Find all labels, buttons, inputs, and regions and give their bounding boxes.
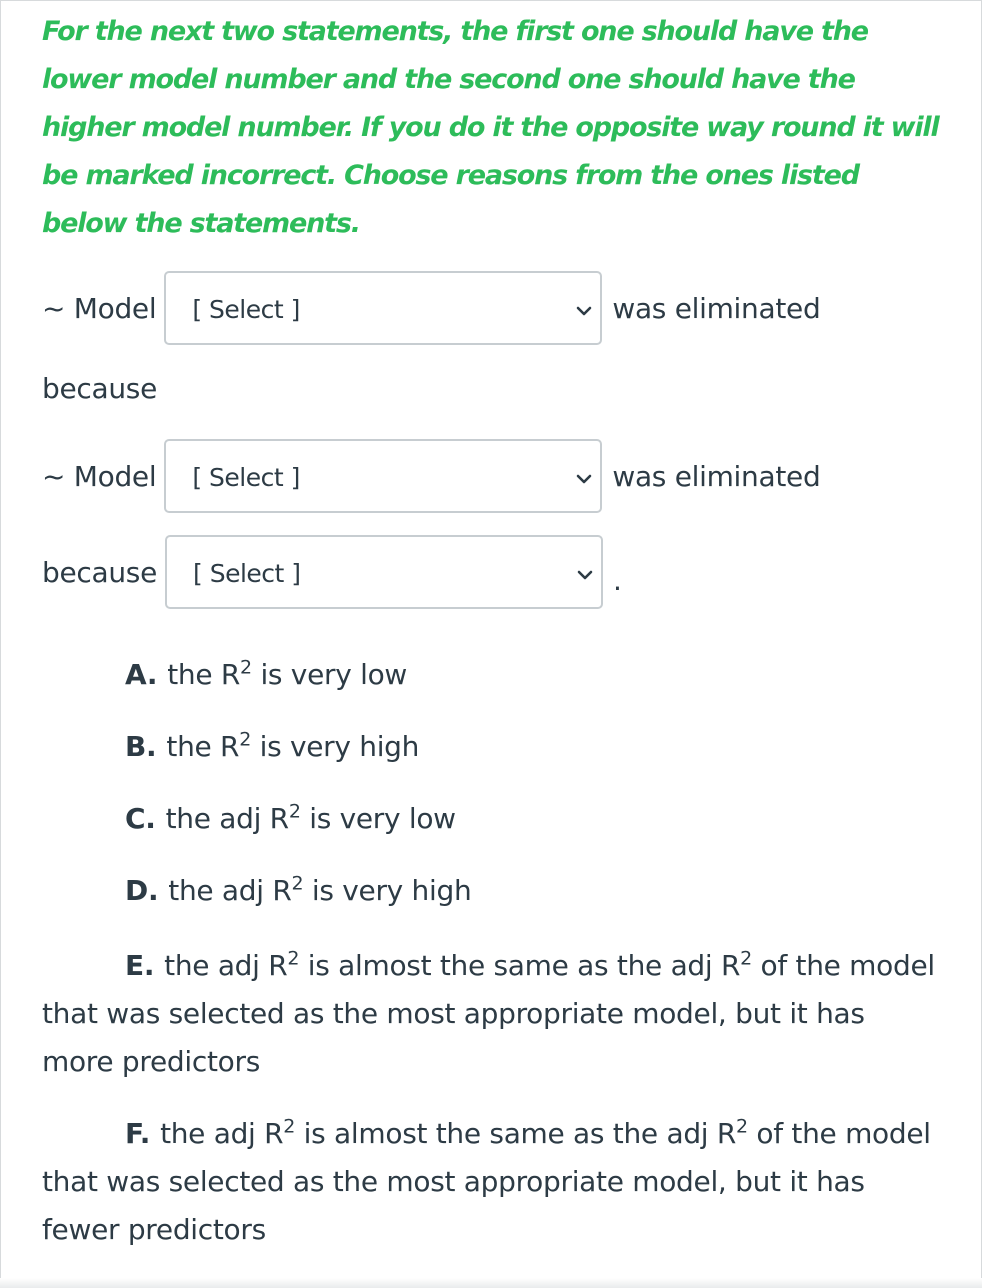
statement-2 xyxy=(42,438,820,514)
model-select-2-value: [ Select ] xyxy=(192,463,300,492)
option-e-letter: E. xyxy=(125,949,155,982)
statement-1-suffix: was eliminated xyxy=(612,291,821,325)
option-e-text-mid: is almost the same as the adj R xyxy=(299,949,741,982)
option-e-sup-2: 2 xyxy=(740,947,752,970)
statement-1 xyxy=(42,270,820,346)
option-d-text-pre: the adj R xyxy=(168,874,292,907)
option-e xyxy=(42,942,942,1086)
because-label: because xyxy=(42,372,158,405)
reason-select-value: [ Select ] xyxy=(193,559,301,588)
chevron-down-icon xyxy=(577,567,593,583)
option-f-text-post: of the model that was selected as the most appropriate model, but it has fewer predictors xyxy=(42,1117,931,1246)
option-b-text-post: is very high xyxy=(251,730,420,763)
option-d-text-post: is very high xyxy=(303,874,472,907)
option-c-text-post: is very low xyxy=(300,802,456,835)
chevron-down-icon xyxy=(576,471,592,487)
option-e-text-pre: the adj R xyxy=(164,949,288,982)
option-b xyxy=(125,730,419,763)
option-f-sup-2: 2 xyxy=(736,1115,748,1138)
option-d-sup: 2 xyxy=(291,872,304,895)
statement-3 xyxy=(42,534,622,610)
option-b-sup: 2 xyxy=(239,728,251,751)
option-a-text-pre: the R xyxy=(167,658,241,691)
statement-1-prefix: ~ Model xyxy=(42,291,157,325)
option-a xyxy=(125,658,407,691)
option-b-text-pre: the R xyxy=(166,730,240,763)
option-c-text-pre: the adj R xyxy=(165,802,289,835)
option-c-sup: 2 xyxy=(288,800,301,823)
option-a-sup: 2 xyxy=(240,656,252,679)
option-e-text-post: of the model that was selected as the most appropriate model, but it has more predictors xyxy=(42,949,935,1078)
option-e-sup: 2 xyxy=(287,947,300,970)
option-a-text-post: is very low xyxy=(251,658,408,691)
bottom-edge xyxy=(0,1278,982,1288)
option-b-letter: B. xyxy=(125,730,157,763)
model-select-1-value: [ Select ] xyxy=(192,295,300,324)
option-a-letter: A. xyxy=(125,658,158,691)
reason-select[interactable] xyxy=(165,535,603,609)
statement-3-suffix: . xyxy=(613,563,622,597)
option-d-letter: D. xyxy=(125,874,159,907)
statement-2-suffix: was eliminated xyxy=(612,459,821,493)
statement-3-prefix: because xyxy=(42,555,158,589)
option-f xyxy=(42,1110,942,1254)
instructions-text: For the next two statements, the first one should have the lower model number and the second one should have the higher model number. If you do it the opposite way round it will be marked incorrect. Choose reasons from the ones listed below the statements. xyxy=(42,16,939,239)
chevron-down-icon xyxy=(576,303,592,319)
option-f-letter: F. xyxy=(125,1117,151,1150)
model-select-1[interactable] xyxy=(164,271,602,345)
option-d xyxy=(125,874,471,907)
option-c-letter: C. xyxy=(125,802,156,835)
model-select-2[interactable] xyxy=(164,439,602,513)
option-c xyxy=(125,802,456,835)
option-f-text-mid: is almost the same as the adj R xyxy=(295,1117,737,1150)
option-f-text-pre: the adj R xyxy=(160,1117,284,1150)
statement-2-prefix: ~ Model xyxy=(42,459,157,493)
option-f-sup: 2 xyxy=(283,1115,296,1138)
